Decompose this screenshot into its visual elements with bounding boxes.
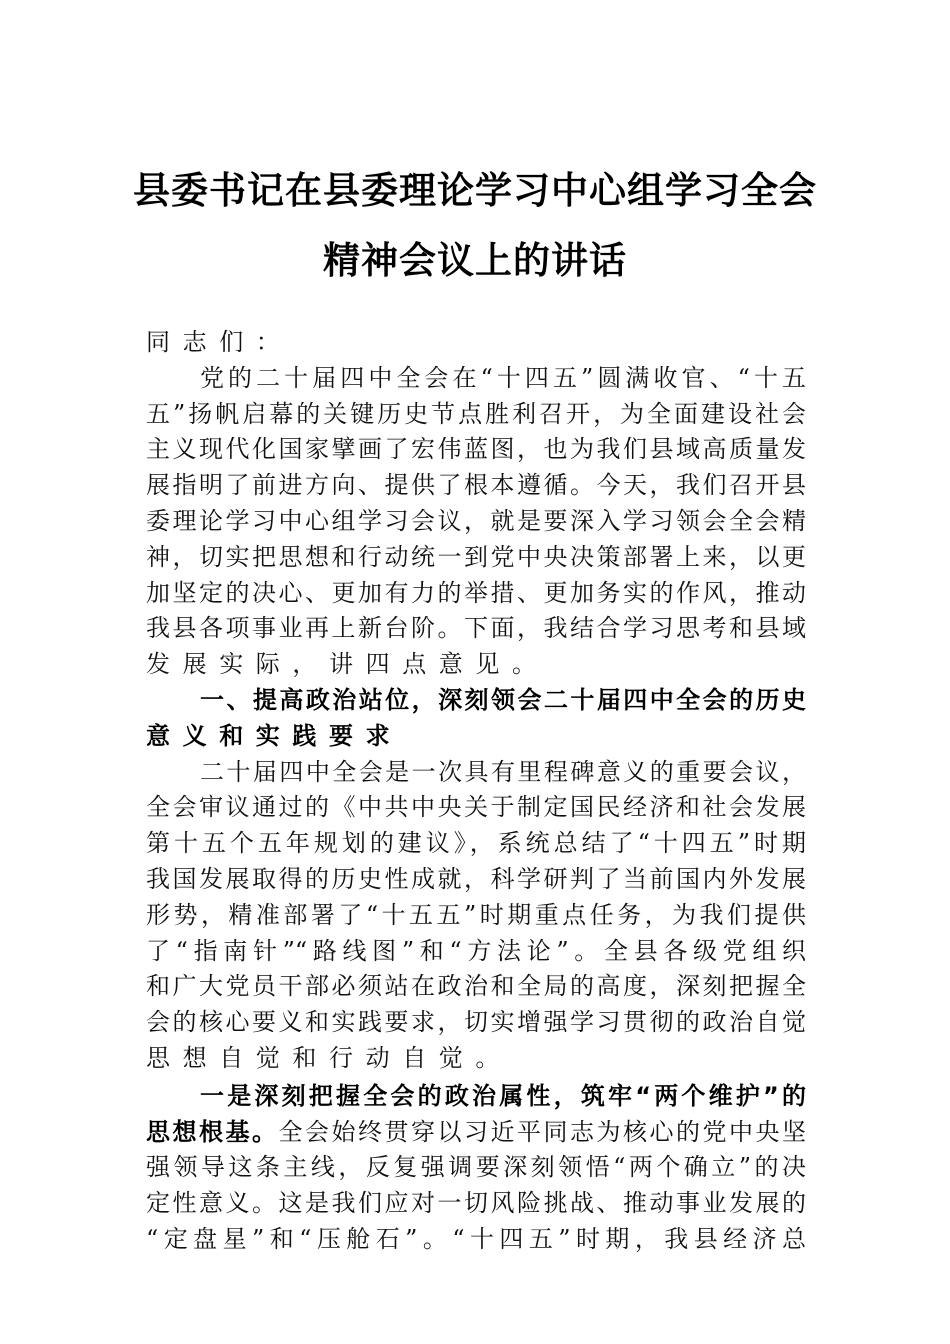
text: 全会始终贯穿以习近平同志为核心的党中央坚 <box>278 1117 806 1146</box>
bold-text: 意义和实践要求 <box>146 721 403 750</box>
text-line <box>146 397 806 433</box>
text: 主义现代化国家擘画了宏伟蓝图，也为我们县域高质量发 <box>146 435 806 464</box>
text-line <box>146 826 806 862</box>
text-line <box>146 683 806 719</box>
text-line <box>146 432 806 468</box>
bold-text: 一、提高政治站位，深刻领会二十届四中全会的历史 <box>200 685 806 714</box>
text-line <box>146 719 806 755</box>
text: 会的核心要义和实践要求，切实增强学习贯彻的政治自觉 <box>146 1008 806 1037</box>
text-line <box>146 1041 806 1077</box>
salutation <box>146 325 806 361</box>
text-line <box>146 1150 806 1186</box>
text-line <box>146 540 806 576</box>
text-line <box>146 934 806 970</box>
text: 展指明了前进方向、提供了根本遵循。今天，我们召开县 <box>146 471 806 500</box>
bold-text: 一是深刻把握全会的政治属性，筑牢“两个维护”的 <box>200 1081 806 1110</box>
text-line <box>146 576 806 612</box>
text-line <box>146 790 806 826</box>
paragraph <box>146 361 806 683</box>
text-line <box>146 504 806 540</box>
text: 委理论学习中心组学习会议，就是要深入学习领会全会精 <box>146 506 806 535</box>
text: 思想自觉和行动自觉。 <box>146 1043 512 1072</box>
text-line <box>146 611 806 647</box>
text: 我国发展取得的历史性成就，科学研判了当前国内外发展 <box>146 864 806 893</box>
text: 加坚定的决心、更加有力的举措、更加务实的作风，推动 <box>146 578 806 607</box>
text-line <box>146 647 806 683</box>
text-line <box>146 1222 806 1258</box>
text: 第十五个五年规划的建议》，系统总结了“十四五”时期 <box>146 829 806 858</box>
text: 了“指南针”“路线图”和“方法论”。全县各级党组织 <box>146 936 806 965</box>
section-heading <box>146 683 806 755</box>
document-body <box>146 325 806 1258</box>
text: 定性意义。这是我们应对一切风险挑战、推动事业发展的 <box>146 1189 806 1218</box>
text: “定盘星”和“压舱石”。“十四五”时期，我县经济总 <box>146 1224 806 1253</box>
text: 发展实际，讲四点意见。 <box>146 650 549 679</box>
text-line <box>146 468 806 504</box>
document-title-line-2: 精神会议上的讲话 <box>323 238 627 282</box>
text-line <box>146 1079 806 1115</box>
document-title-line-1: 县委书记在县委理论学习中心组学习全会 <box>133 168 817 212</box>
bold-text: 思想根基。 <box>146 1117 279 1146</box>
text-line <box>146 755 806 791</box>
text-line <box>146 325 806 361</box>
paragraph <box>146 1079 806 1258</box>
text-line <box>146 361 806 397</box>
text: 同志们： <box>146 328 293 356</box>
text-line <box>146 862 806 898</box>
text-line <box>146 969 806 1005</box>
text: 全会审议通过的《中共中央关于制定国民经济和社会发展 <box>146 793 806 822</box>
text: 形势，精准部署了“十五五”时期重点任务，为我们提供 <box>146 900 806 929</box>
text-line <box>146 898 806 934</box>
text: 神，切实把思想和行动统一到党中央决策部署上来，以更 <box>146 542 806 571</box>
text: 五”扬帆启幕的关键历史节点胜利召开，为全面建设社会 <box>146 399 806 428</box>
text: 党的二十届四中全会在“十四五”圆满收官、“十五 <box>200 363 806 392</box>
text: 二十届四中全会是一次具有里程碑意义的重要会议， <box>200 757 806 786</box>
text-line <box>146 1186 806 1222</box>
paragraph <box>146 755 806 1077</box>
text: 我县各项事业再上新台阶。下面，我结合学习思考和县域 <box>146 614 806 643</box>
text-line <box>146 1115 806 1151</box>
text: 和广大党员干部必须站在政治和全局的高度，深刻把握全 <box>146 972 806 1001</box>
text: 强领导这条主线，反复强调要深刻领悟“两个确立”的决 <box>146 1153 806 1182</box>
text-line <box>146 1005 806 1041</box>
